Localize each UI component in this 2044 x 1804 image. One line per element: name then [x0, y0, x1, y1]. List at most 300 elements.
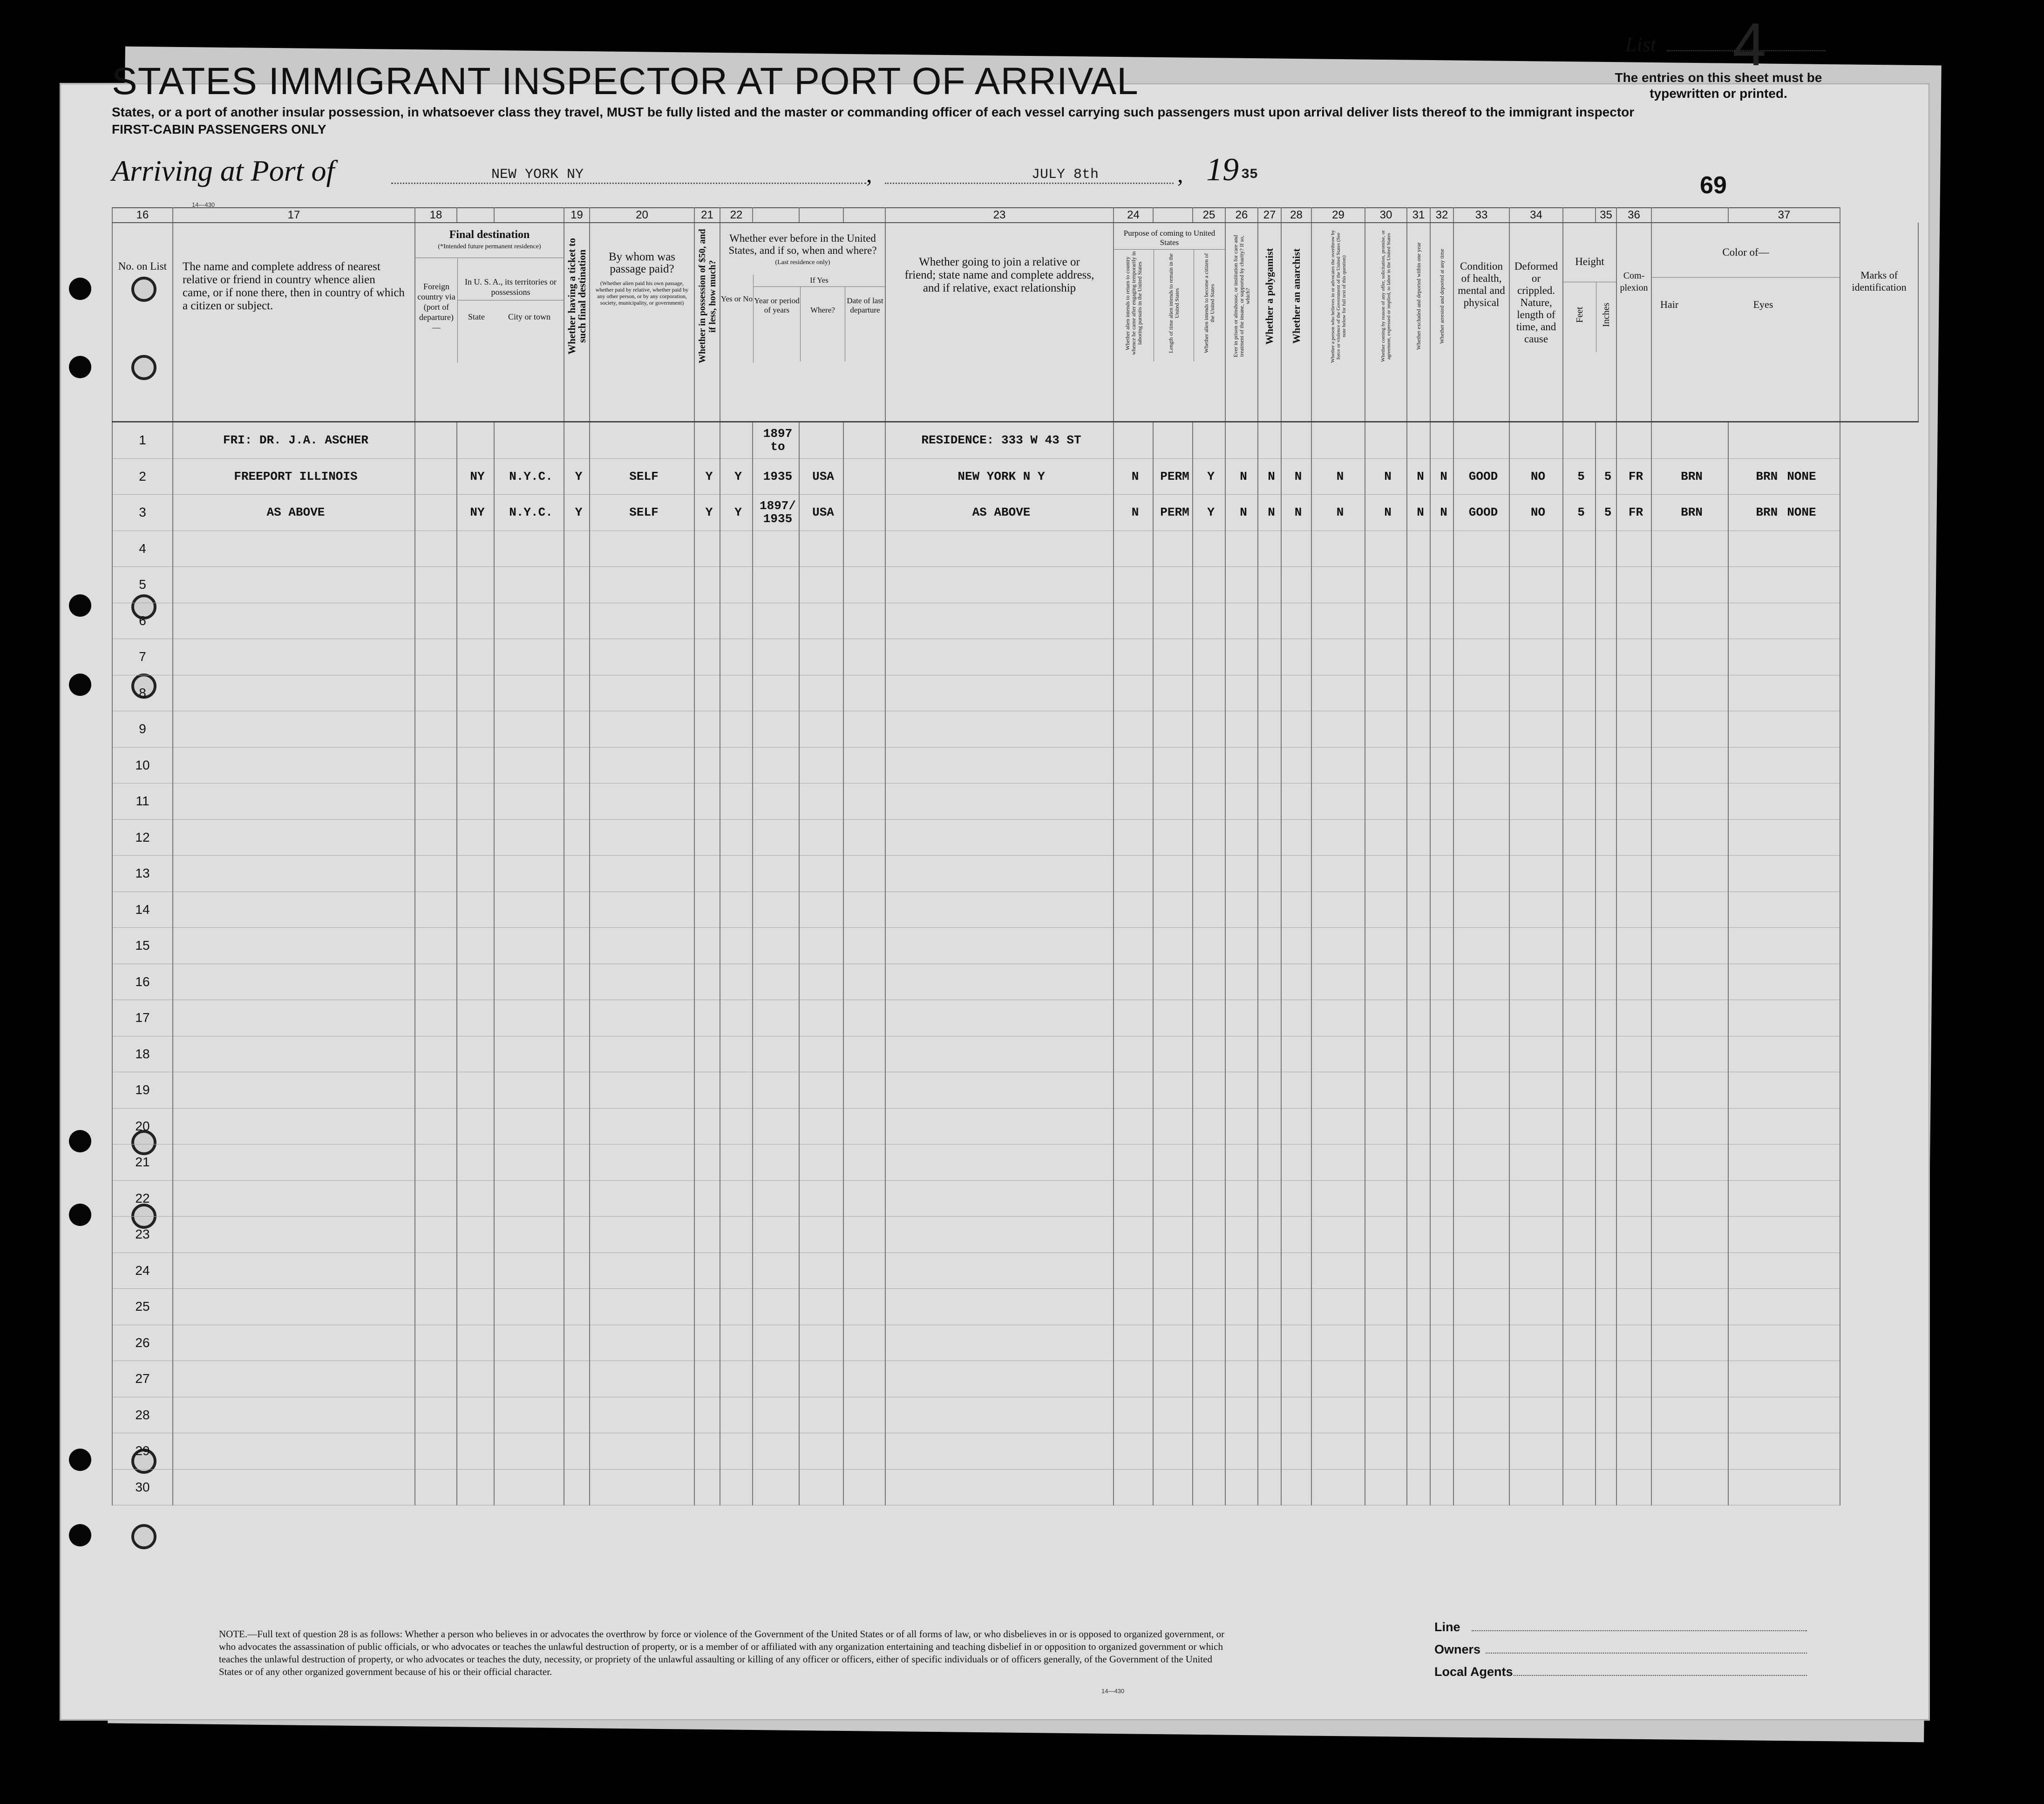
- empty-cell: [885, 1433, 1114, 1470]
- empty-cell: [1114, 1144, 1153, 1181]
- empty-cell: [1563, 747, 1596, 783]
- empty-cell: [694, 675, 720, 711]
- empty-cell: [753, 1253, 799, 1289]
- empty-cell: [799, 892, 843, 928]
- empty-cell: [1616, 1469, 1651, 1505]
- empty-cell: [1311, 783, 1365, 820]
- empty-cell: [799, 639, 843, 675]
- empty-cell: [1258, 1325, 1281, 1361]
- cell-where: USA: [799, 495, 843, 531]
- empty-cell: [457, 819, 494, 856]
- empty-cell: [1311, 1000, 1365, 1036]
- empty-cell: [1509, 1072, 1563, 1109]
- empty-cell: [1281, 1108, 1311, 1144]
- empty-cell: [1596, 567, 1616, 603]
- empty-cell: [564, 1180, 590, 1217]
- header-height: [1563, 223, 1616, 422]
- empty-cell: [1563, 567, 1596, 603]
- empty-cell: [1453, 711, 1509, 748]
- cell-join: RESIDENCE: 333 W 43 ST: [885, 422, 1114, 459]
- empty-cell: [753, 567, 799, 603]
- column-number: 21: [694, 208, 720, 223]
- column-number: 18: [415, 208, 457, 223]
- empty-cell: [1258, 1180, 1281, 1217]
- empty-cell: [1509, 639, 1563, 675]
- empty-cell: [1596, 675, 1616, 711]
- empty-cell: [1258, 1289, 1281, 1325]
- cell-paid: SELF: [590, 458, 694, 495]
- table-row: [112, 819, 1918, 856]
- table-row: [112, 1397, 1918, 1433]
- empty-cell: [590, 1289, 694, 1325]
- column-number: [457, 208, 494, 223]
- empty-cell: [843, 1000, 885, 1036]
- empty-cell: [1193, 1217, 1225, 1253]
- empty-cell: [590, 1433, 694, 1470]
- empty-cell: [1509, 747, 1563, 783]
- height-label: Height: [1563, 256, 1616, 282]
- empty-cell: [564, 1072, 590, 1109]
- empty-cell: [1453, 1361, 1509, 1397]
- cell-inches: 5: [1596, 458, 1616, 495]
- empty-cell: [1430, 747, 1453, 783]
- empty-cell: [1616, 1253, 1651, 1289]
- empty-cell: [1616, 1217, 1651, 1253]
- empty-cell: [1311, 819, 1365, 856]
- empty-cell: [720, 1000, 753, 1036]
- empty-cell: [799, 1289, 843, 1325]
- column-number: 35: [1596, 208, 1616, 223]
- empty-cell: [1430, 819, 1453, 856]
- empty-cell: [590, 747, 694, 783]
- empty-cell: [1596, 1253, 1616, 1289]
- empty-cell: [494, 1325, 564, 1361]
- list-label: List: [1625, 33, 1657, 56]
- row-number: 20: [112, 1108, 173, 1144]
- empty-cell: [753, 964, 799, 1000]
- cell-paid: [590, 422, 694, 459]
- empty-cell: [694, 1036, 720, 1072]
- cell-departure: [843, 458, 885, 495]
- empty-cell: [1509, 1253, 1563, 1289]
- empty-cell: [1509, 1000, 1563, 1036]
- empty-cell: [415, 603, 457, 639]
- column-number: 25: [1193, 208, 1225, 223]
- empty-cell: [590, 1325, 694, 1361]
- empty-cell: [694, 747, 720, 783]
- cell-complexion: FR: [1616, 495, 1651, 531]
- empty-cell: [1407, 1469, 1430, 1505]
- table-row: [112, 603, 1918, 639]
- empty-cell: [1616, 892, 1651, 928]
- empty-cell: [1563, 711, 1596, 748]
- form-code-top: 14—430: [192, 201, 215, 208]
- empty-cell: [799, 1144, 843, 1181]
- empty-cell: [457, 747, 494, 783]
- empty-cell: [720, 783, 753, 820]
- empty-cell: [1311, 1217, 1365, 1253]
- empty-cell: [494, 1361, 564, 1397]
- empty-cell: [1365, 1036, 1407, 1072]
- empty-cell: [1281, 1469, 1311, 1505]
- empty-cell: [1596, 1433, 1616, 1470]
- empty-cell: [885, 783, 1114, 820]
- empty-cell: [1651, 1325, 1728, 1361]
- empty-cell: [1596, 1036, 1616, 1072]
- cell-q31: [1430, 422, 1453, 459]
- empty-cell: [590, 1253, 694, 1289]
- empty-cell: [457, 1108, 494, 1144]
- empty-cell: [1563, 1433, 1596, 1470]
- column-number: 30: [1365, 208, 1407, 223]
- empty-cell: [753, 531, 799, 567]
- empty-cell: [564, 928, 590, 964]
- empty-cell: [1596, 1325, 1616, 1361]
- cell-q31: N: [1430, 458, 1453, 495]
- cell-purpose-a: [1114, 422, 1153, 459]
- empty-cell: [1114, 1036, 1153, 1072]
- empty-cell: [694, 531, 720, 567]
- empty-cell: [1311, 1180, 1365, 1217]
- row-number: 15: [112, 928, 173, 964]
- empty-cell: [173, 1072, 415, 1109]
- empty-cell: [1258, 1469, 1281, 1505]
- empty-cell: [843, 1217, 885, 1253]
- empty-cell: [753, 1072, 799, 1109]
- empty-cell: [1430, 603, 1453, 639]
- empty-cell: [1114, 1108, 1153, 1144]
- column-number: [753, 208, 799, 223]
- empty-cell: [1596, 711, 1616, 748]
- empty-cell: [1258, 1000, 1281, 1036]
- manifest-table: [112, 207, 1919, 1505]
- cell-eyes: BRN NONE: [1728, 458, 1840, 495]
- empty-cell: [1365, 928, 1407, 964]
- empty-cell: [843, 747, 885, 783]
- empty-cell: [1728, 1217, 1840, 1253]
- empty-cell: [799, 1433, 843, 1470]
- empty-cell: [753, 783, 799, 820]
- empty-cell: [1365, 1325, 1407, 1361]
- empty-cell: [843, 1108, 885, 1144]
- empty-cell: [1596, 1108, 1616, 1144]
- empty-cell: [173, 1108, 415, 1144]
- empty-cell: [885, 567, 1114, 603]
- empty-cell: [1651, 567, 1728, 603]
- empty-cell: [1114, 783, 1153, 820]
- empty-cell: [1258, 603, 1281, 639]
- empty-cell: [1509, 856, 1563, 892]
- empty-cell: [1114, 567, 1153, 603]
- cell-ticket: Y: [564, 495, 590, 531]
- empty-cell: [1563, 531, 1596, 567]
- empty-cell: [415, 675, 457, 711]
- empty-cell: [1365, 1397, 1407, 1433]
- cell-money: Y: [694, 495, 720, 531]
- empty-cell: [1311, 1072, 1365, 1109]
- cell-join: AS ABOVE: [885, 495, 1114, 531]
- color-of-label: Color of—: [1652, 246, 1840, 278]
- empty-cell: [1596, 783, 1616, 820]
- empty-cell: [173, 819, 415, 856]
- empty-cell: [173, 1000, 415, 1036]
- empty-cell: [1114, 747, 1153, 783]
- header-date-departure: Date of last departure: [847, 296, 883, 314]
- empty-cell: [564, 1289, 590, 1325]
- empty-cell: [457, 1289, 494, 1325]
- empty-cell: [173, 856, 415, 892]
- empty-cell: [1153, 1108, 1193, 1144]
- binder-hole: [69, 674, 91, 696]
- empty-cell: [1153, 747, 1193, 783]
- column-number: 22: [720, 208, 753, 223]
- empty-cell: [1407, 1253, 1430, 1289]
- empty-cell: [1281, 1000, 1311, 1036]
- agents-label: Local Agents: [1434, 1665, 1513, 1679]
- cell-state: [457, 422, 494, 459]
- cell-q31: N: [1430, 495, 1453, 531]
- empty-cell: [1225, 783, 1258, 820]
- empty-cell: [1258, 819, 1281, 856]
- empty-cell: [1258, 1036, 1281, 1072]
- cell-departure: [843, 422, 885, 459]
- empty-cell: [1430, 1036, 1453, 1072]
- empty-cell: [885, 747, 1114, 783]
- empty-cell: [753, 1036, 799, 1072]
- empty-cell: [1193, 1397, 1225, 1433]
- empty-cell: [1616, 1144, 1651, 1181]
- empty-cell: [1281, 1217, 1311, 1253]
- empty-cell: [843, 1433, 885, 1470]
- empty-cell: [753, 892, 799, 928]
- empty-cell: [457, 964, 494, 1000]
- empty-cell: [1311, 639, 1365, 675]
- empty-cell: [720, 639, 753, 675]
- empty-cell: [1193, 711, 1225, 748]
- cell-state: NY: [457, 495, 494, 531]
- empty-cell: [1596, 747, 1616, 783]
- empty-cell: [1651, 1397, 1728, 1433]
- empty-cell: [694, 1397, 720, 1433]
- row-number: 30: [112, 1469, 173, 1505]
- header-hair: Hair: [1660, 299, 1679, 310]
- table-row: [112, 1000, 1918, 1036]
- empty-cell: [720, 1469, 753, 1505]
- empty-cell: [885, 819, 1114, 856]
- empty-cell: [843, 928, 885, 964]
- empty-cell: [1651, 1000, 1728, 1036]
- empty-cell: [1258, 928, 1281, 964]
- empty-cell: [1430, 1144, 1453, 1181]
- empty-cell: [564, 1000, 590, 1036]
- empty-cell: [1193, 1000, 1225, 1036]
- empty-cell: [173, 928, 415, 964]
- cell-purpose-b: PERM: [1153, 458, 1193, 495]
- cell-where: USA: [799, 458, 843, 495]
- empty-cell: [494, 675, 564, 711]
- empty-cell: [1651, 1036, 1728, 1072]
- empty-cell: [1153, 892, 1193, 928]
- empty-cell: [173, 1361, 415, 1397]
- empty-cell: [457, 1217, 494, 1253]
- column-number: 32: [1430, 208, 1453, 223]
- empty-cell: [1509, 1325, 1563, 1361]
- row-number: 27: [112, 1361, 173, 1397]
- empty-cell: [1616, 964, 1651, 1000]
- cell-inches: [1596, 422, 1616, 459]
- cell-q30: [1407, 422, 1430, 459]
- empty-cell: [1453, 964, 1509, 1000]
- cell-q29: N: [1365, 495, 1407, 531]
- empty-cell: [1651, 531, 1728, 567]
- empty-cell: [1728, 1253, 1840, 1289]
- cell-ticket: [564, 422, 590, 459]
- empty-cell: [885, 1108, 1114, 1144]
- form-code-bottom: 14—430: [1101, 1688, 1125, 1695]
- empty-cell: [1509, 892, 1563, 928]
- empty-cell: [1365, 639, 1407, 675]
- table-row: [112, 567, 1918, 603]
- table-row: [112, 1036, 1918, 1072]
- empty-cell: [564, 603, 590, 639]
- empty-cell: [694, 567, 720, 603]
- empty-cell: [1728, 892, 1840, 928]
- table-row: [112, 639, 1918, 675]
- empty-cell: [1728, 1072, 1840, 1109]
- empty-cell: [457, 892, 494, 928]
- empty-cell: [173, 675, 415, 711]
- empty-cell: [1311, 856, 1365, 892]
- cell-health: GOOD: [1453, 495, 1509, 531]
- empty-cell: [1616, 819, 1651, 856]
- empty-cell: [1365, 1253, 1407, 1289]
- row-number: 14: [112, 892, 173, 928]
- empty-cell: [1728, 1397, 1840, 1433]
- column-number: [843, 208, 885, 223]
- empty-cell: [1616, 1361, 1651, 1397]
- header-in-usa: In U. S. A., its territories or possessions: [458, 258, 564, 300]
- empty-cell: [415, 1433, 457, 1470]
- empty-cell: [1365, 603, 1407, 639]
- empty-cell: [1563, 1289, 1596, 1325]
- empty-cell: [843, 1036, 885, 1072]
- empty-cell: [694, 1108, 720, 1144]
- empty-cell: [720, 1289, 753, 1325]
- empty-cell: [1728, 603, 1840, 639]
- empty-cell: [885, 531, 1114, 567]
- empty-cell: [457, 1325, 494, 1361]
- empty-cell: [1407, 711, 1430, 748]
- empty-cell: [1365, 711, 1407, 748]
- empty-cell: [457, 1253, 494, 1289]
- empty-cell: [1728, 1289, 1840, 1325]
- empty-cell: [457, 1000, 494, 1036]
- empty-cell: [1430, 1361, 1453, 1397]
- cell-feet: 5: [1563, 458, 1596, 495]
- empty-cell: [799, 603, 843, 639]
- empty-cell: [1281, 1253, 1311, 1289]
- empty-cell: [1651, 783, 1728, 820]
- cell-health: GOOD: [1453, 458, 1509, 495]
- empty-cell: [1651, 1108, 1728, 1144]
- empty-cell: [720, 928, 753, 964]
- column-number: [1651, 208, 1728, 223]
- empty-cell: [590, 856, 694, 892]
- empty-cell: [1453, 1469, 1509, 1505]
- empty-cell: [720, 1433, 753, 1470]
- empty-cell: [694, 1217, 720, 1253]
- empty-cell: [1728, 783, 1840, 820]
- empty-cell: [590, 567, 694, 603]
- cell-q30: N: [1407, 458, 1430, 495]
- row-number: 26: [112, 1325, 173, 1361]
- row-number: 23: [112, 1217, 173, 1253]
- owners-field: [1486, 1653, 1807, 1654]
- empty-cell: [1616, 1289, 1651, 1325]
- empty-cell: [1453, 1289, 1509, 1325]
- empty-cell: [1258, 1108, 1281, 1144]
- empty-cell: [799, 1036, 843, 1072]
- empty-cell: [564, 1217, 590, 1253]
- table-row: [112, 783, 1918, 820]
- empty-cell: [494, 1072, 564, 1109]
- empty-cell: [1281, 783, 1311, 820]
- empty-cell: [1430, 1289, 1453, 1325]
- binder-hole: [69, 1449, 91, 1471]
- empty-cell: [564, 819, 590, 856]
- empty-cell: [843, 1361, 885, 1397]
- empty-cell: [1311, 675, 1365, 711]
- empty-cell: [694, 1289, 720, 1325]
- empty-cell: [885, 928, 1114, 964]
- empty-cell: [415, 964, 457, 1000]
- empty-cell: [1225, 1433, 1258, 1470]
- empty-cell: [1651, 1433, 1728, 1470]
- empty-cell: [843, 1072, 885, 1109]
- header-state: State: [468, 312, 485, 321]
- empty-cell: [1407, 1325, 1430, 1361]
- empty-cell: [1365, 1217, 1407, 1253]
- empty-cell: [1430, 964, 1453, 1000]
- empty-cell: [1153, 1361, 1193, 1397]
- empty-cell: [1651, 603, 1728, 639]
- empty-cell: [885, 964, 1114, 1000]
- empty-cell: [1258, 1217, 1281, 1253]
- empty-cell: [494, 1289, 564, 1325]
- table-row: [112, 1072, 1918, 1109]
- cell-money: [694, 422, 720, 459]
- empty-cell: [1453, 747, 1509, 783]
- empty-cell: [1281, 1433, 1311, 1470]
- cell-q30: N: [1407, 495, 1430, 531]
- empty-cell: [415, 892, 457, 928]
- empty-cell: [1407, 567, 1430, 603]
- empty-cell: [799, 819, 843, 856]
- empty-cell: [1365, 856, 1407, 892]
- empty-cell: [694, 892, 720, 928]
- empty-cell: [1258, 1144, 1281, 1181]
- column-number: [1563, 208, 1596, 223]
- empty-cell: [1193, 1289, 1225, 1325]
- header-city: City or town: [508, 312, 550, 321]
- empty-cell: [1225, 819, 1258, 856]
- empty-cell: [457, 856, 494, 892]
- empty-cell: [1728, 1433, 1840, 1470]
- cell-hair: [1651, 422, 1728, 459]
- empty-cell: [494, 1000, 564, 1036]
- empty-cell: [564, 1433, 590, 1470]
- empty-cell: [1281, 1144, 1311, 1181]
